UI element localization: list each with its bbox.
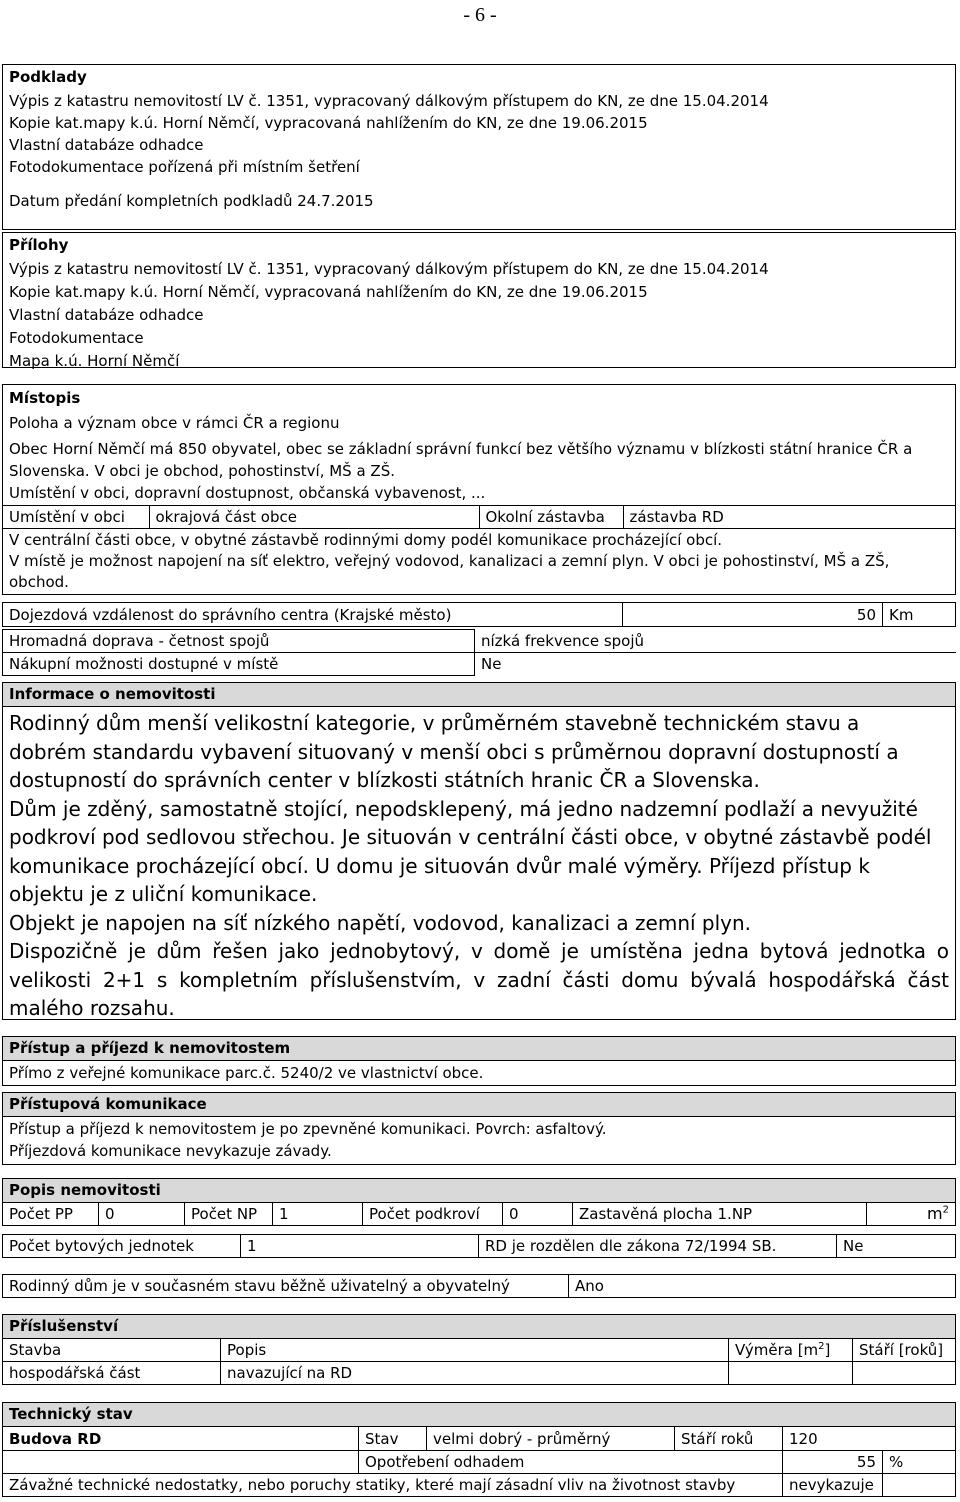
stavba-value: hospodářská část — [3, 1362, 221, 1385]
dojezd-label: Dojezdová vzdálenost do správního centra (Krajské město) — [3, 603, 623, 627]
empty-cell — [3, 1451, 359, 1474]
informace-paragraph: Dispozičně je dům řešen jako jednobytový, v domě je umístěna jedna bytová jednotka o velikosti 2+1 s kompletním příslušenstvím, v zadní části domu bývalá hospodářská část malého rozsahu. — [9, 939, 949, 1020]
okolni-value: zástavba RD — [623, 506, 955, 529]
zastavena-plocha-unit — [867, 1203, 956, 1226]
rozdeleni-label: RD je rozdělen dle zákona 72/1994 SB. — [479, 1235, 837, 1258]
podklady-line: Kopie kat.mapy k.ú. Horní Němčí, vypracovaná nahlížením do KN, ze dne 19.06.2015 — [9, 114, 648, 132]
podklady-line: Fotodokumentace pořízená při místním šetření — [9, 158, 360, 176]
technicky-table-wrap — [2, 1426, 956, 1500]
podklady-title: Podklady — [9, 68, 87, 86]
mistopis-title: Místopis — [9, 389, 81, 407]
mistopis-subtitle: Poloha a význam obce v rámci ČR a regionu — [9, 414, 340, 432]
stari-value-cell: 120 — [783, 1427, 956, 1451]
uzivani-label: Rodinný dům je v současném stavu běžně uživatelný a obyvatelný — [3, 1275, 569, 1298]
mistopis-text2: V centrální části obce, v obytné zástavbě rodinnými domy podél komunikace procházející obcí. — [9, 531, 723, 549]
pocet-pp-value: 0 — [99, 1203, 185, 1226]
okolni-label: Okolní zástavba — [479, 506, 623, 529]
prilohy-title: Přílohy — [9, 236, 69, 254]
page-number: - 6 - — [463, 4, 497, 26]
komunikace-title: Přístupová komunikace — [3, 1093, 955, 1117]
pristup-text: Přímo z veřejné komunikace parc.č. 5240/2 ve vlastnictví obce. — [9, 1064, 484, 1082]
informace-paragraph: Rodinný dům menší velikostní kategorie, v průměrném stavebně technickém stavu a dobrém standardu vybavení situovaný v menší obci s průměrnou dopravní dostupností a dostupností do správních center v blízkosti státních hranic ČR a Slovenska. — [9, 711, 899, 792]
informace-paragraph: Objekt je napojen na síť nízkého napětí, vodovod, kanalizaci a zemní plyn. — [9, 910, 752, 935]
prislusenstvi-title: Příslušenství — [9, 1317, 119, 1335]
bytove-jednotky-label: Počet bytových jednotek — [3, 1235, 241, 1258]
zavady-label: Závažné technické nedostatky, nebo poruchy statiky, které mají zásadní vliv na životnost stavby — [3, 1474, 783, 1497]
vymera-exp: 2 — [818, 1341, 825, 1352]
prilohy-line: Fotodokumentace — [9, 329, 144, 347]
unit-exp: 2 — [942, 1204, 949, 1216]
prislusenstvi-table — [2, 1338, 956, 1385]
nakup-label: Nákupní možnosti dostupné v místě — [3, 653, 475, 676]
dojezd-table — [2, 602, 956, 627]
komunikace-line: Příjezdová komunikace nevykazuje závady. — [9, 1142, 332, 1160]
podklady-section — [2, 64, 956, 230]
prilohy-section — [2, 232, 956, 368]
vymera-label: Výměra [m — [735, 1341, 819, 1359]
umisteni-label: Umístění v obci — [3, 506, 149, 529]
podklady-line: Vlastní databáze odhadce — [9, 136, 204, 154]
stav-label: Stav — [359, 1427, 427, 1451]
technicky-title: Technický stav — [9, 1405, 133, 1423]
opotrebeni-value: 55 — [783, 1451, 883, 1474]
pocet-np-label: Počet NP — [185, 1203, 273, 1226]
prilohy-line: Mapa k.ú. Horní Němčí — [9, 352, 180, 370]
mistopis-text: Obec Horní Němčí má 850 obyvatel, obec se základní správní funkcí bez většího významu v blízkosti státní hranice ČR a Slovenska. V obci je obchod, pohostinství, MŠ a ZŠ. — [9, 440, 913, 480]
hromadna-value: nízká frekvence spojů — [475, 630, 957, 653]
pocet-podkrovi-value: 0 — [503, 1203, 573, 1226]
dojezd-value: 50 — [623, 603, 883, 627]
popis-value: navazující na RD — [221, 1362, 729, 1385]
mistopis-subtitle2: Umístění v obci, dopravní dostupnost, občanská vybavenost, ... — [9, 484, 486, 502]
komunikace-line: Přístup a příjezd k nemovitostem je po zpevněné komunikaci. Povrch: asfaltový. — [9, 1120, 607, 1138]
uzivani-table — [2, 1274, 956, 1298]
opotrebeni-unit: % — [883, 1451, 956, 1474]
popis-header: Popis — [221, 1339, 729, 1362]
pocet-np-value: 1 — [273, 1203, 363, 1226]
popis-section — [2, 1178, 956, 1202]
stav-value: velmi dobrý - průměrný — [427, 1427, 675, 1451]
stari-label: Stáří roků — [675, 1427, 783, 1451]
podklady-line: Výpis z katastru nemovitostí LV č. 1351, vypracovaný dálkovým přístupem do KN, ze dne 15.04.2014 — [9, 92, 769, 110]
pocet-podkrovi-label: Počet podkroví — [363, 1203, 503, 1226]
byty-table — [2, 1234, 956, 1258]
mistopis-text3: V místě je možnost napojení na síť elektro, veřejný vodovod, kanalizaci a zemní plyn. V obci je pohostinství, MŠ a ZŠ, obchod. — [9, 552, 890, 591]
prilohy-line: Výpis z katastru nemovitostí LV č. 1351, vypracovaný dálkovým přístupem do KN, ze dne 15.04.2014 — [9, 260, 769, 278]
technicky-section — [2, 1402, 956, 1426]
technicky-table — [2, 1426, 956, 1497]
dojezd-unit: Km — [883, 603, 956, 627]
vymera-value — [729, 1362, 853, 1385]
prilohy-line: Kopie kat.mapy k.ú. Horní Němčí, vypracovaná nahlížením do KN, ze dne 19.06.2015 — [9, 283, 648, 301]
stari-value — [853, 1362, 956, 1385]
vymera-close: ] — [824, 1341, 831, 1359]
pocet-pp-label: Počet PP — [3, 1203, 99, 1226]
podklady-datum: Datum předání kompletních podkladů 24.7.2015 — [9, 192, 374, 210]
stari-header: Stáří [roků] — [853, 1339, 956, 1362]
informace-section — [2, 682, 956, 1020]
popis-title: Popis nemovitosti — [9, 1181, 161, 1199]
zastavena-plocha-label: Zastavěná plocha 1.NP — [573, 1203, 867, 1226]
nakup-value: Ne — [475, 653, 957, 676]
komunikace-section — [2, 1092, 956, 1165]
zavady-empty — [883, 1474, 956, 1497]
unit-m: m — [927, 1204, 943, 1223]
umisteni-table — [3, 505, 955, 529]
opotrebeni-label: Opotřebení odhadem — [359, 1451, 783, 1474]
prislusenstvi-section — [2, 1314, 956, 1338]
hromadna-label: Hromadná doprava - četnost spojů — [3, 630, 475, 653]
zavady-value: nevykazuje — [783, 1474, 883, 1497]
doprava-table — [2, 629, 956, 676]
popis-row3 — [2, 1274, 956, 1298]
pristup-section — [2, 1036, 956, 1086]
uzivani-value: Ano — [569, 1275, 956, 1298]
pristup-title: Přístup a příjezd k nemovitostem — [3, 1037, 955, 1061]
vymera-header — [729, 1339, 853, 1362]
prilohy-line: Vlastní databáze odhadce — [9, 306, 204, 324]
mistopis-section — [2, 384, 956, 595]
informace-paragraph: Dům je zděný, samostatně stojící, nepodsklepený, má jedno nadzemní podlaží a nevyužité podkroví pod sedlovou střechou. Je situován v centrální části obce, v obytné zástavbě podél komunikace procházející obcí. U domu je situován dvůr malé výměry. Příjezd přístup k objektu je z uliční komunikace. — [9, 796, 932, 906]
doprava-section — [2, 602, 956, 676]
rozdeleni-value: Ne — [837, 1235, 956, 1258]
popis-row2 — [2, 1234, 956, 1258]
informace-title: Informace o nemovitosti — [3, 683, 955, 707]
popis-row1 — [2, 1202, 956, 1226]
umisteni-value: okrajová část obce — [149, 506, 479, 529]
prislusenstvi-table-wrap — [2, 1338, 956, 1386]
stavba-header: Stavba — [3, 1339, 221, 1362]
bytove-jednotky-value: 1 — [241, 1235, 479, 1258]
popis-table — [2, 1202, 956, 1226]
budova-label: Budova RD — [3, 1427, 359, 1451]
